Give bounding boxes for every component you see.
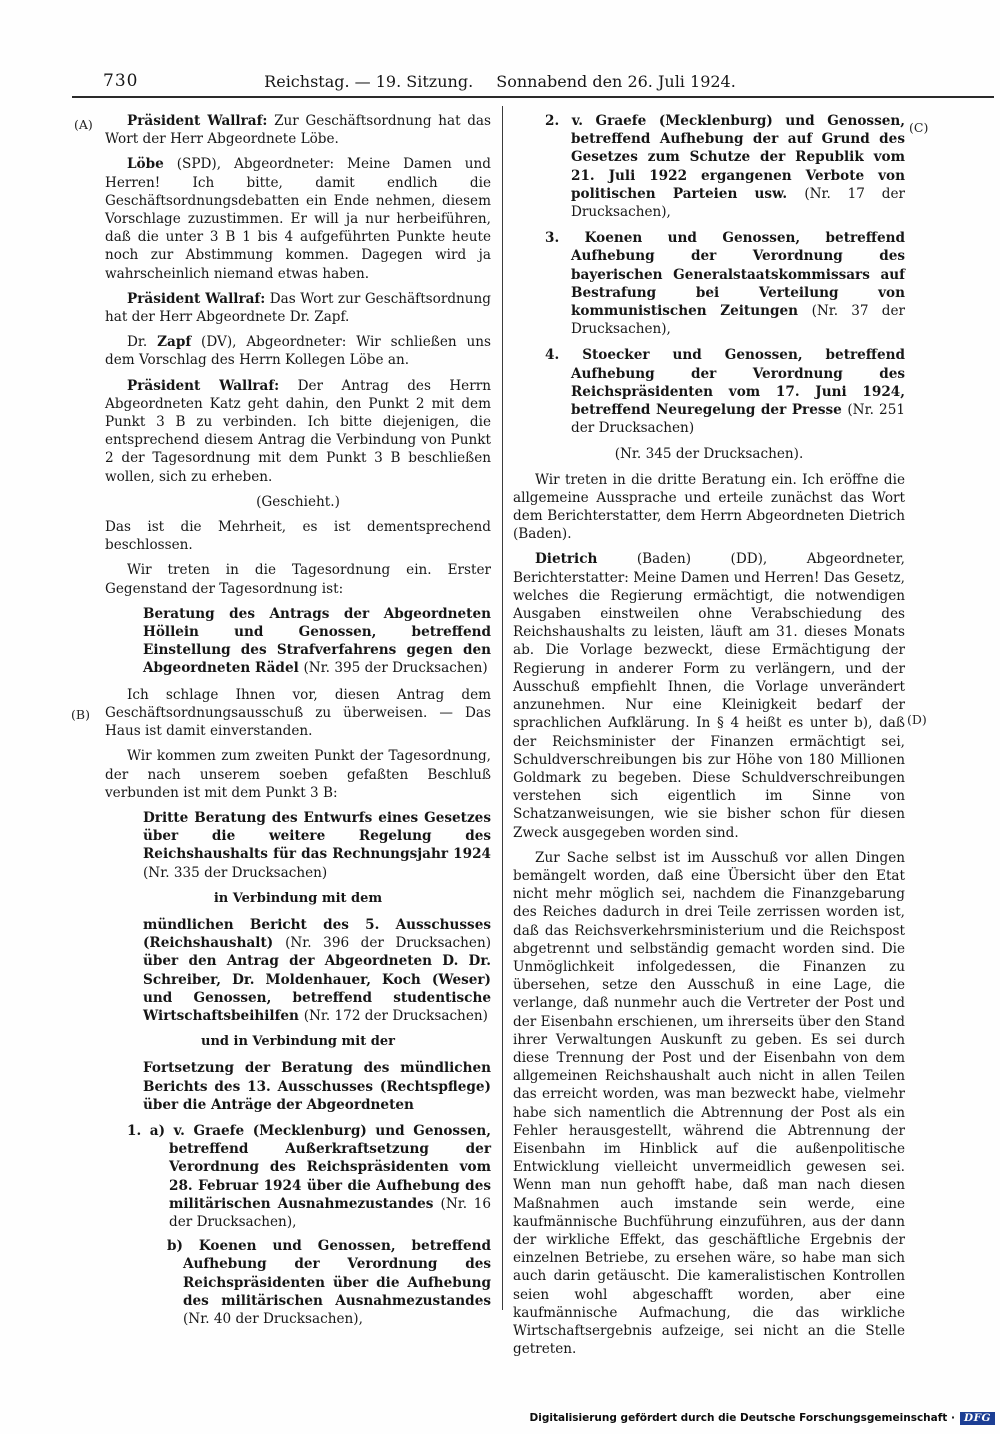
agenda-item: [143, 1059, 491, 1114]
agenda-item: [143, 605, 491, 678]
paragraph: [105, 686, 491, 741]
text-run: Der Antrag des Herrn Abgeordneten Katz geht dahin, den Punkt 2 mit dem Punkt 3 B zu verbinden. Ich bitte diejenigen, die entsprechend diesem Antrag die Verbindung von Punkt 2 der Tagesordnung mit dem Punkt 3 B beschließen wollen, sich zu erheben.: [105, 377, 491, 485]
text-run: (Geschieht.): [256, 493, 340, 510]
dfg-logo: DFG: [960, 1412, 995, 1425]
header-date: Sonnabend den 26. Juli 1924.: [496, 72, 736, 91]
margin-marker-a: (A): [74, 117, 93, 132]
bold-text-run: Zapf: [157, 334, 192, 351]
text-run: (Nr. 345 der Drucksachen).: [614, 446, 804, 463]
text-run: (Nr. 335 der Drucksachen): [143, 864, 328, 881]
text-run: Wir kommen zum zweiten Punkt der Tagesordnung, der nach unserem soeben gefaßten Beschluß verbunden ist mit dem Punkt 3 B:: [105, 748, 491, 801]
text-run: (Nr. 251 der Drucksachen): [571, 402, 905, 437]
bold-text-run: 3. Koenen und Genossen, betreffend Aufhebung der Verordnung des bayerischen Generalstaatskommissars auf Bestrafung bei Verteilung von kommunistischen Zeitungen: [545, 230, 905, 320]
agenda-connector: [105, 1033, 491, 1051]
text-run: (Nr. 17 der Drucksachen),: [571, 185, 905, 221]
paragraph-speech: [105, 333, 491, 369]
text-run: (SPD), Abgeordneter: Meine Damen und Herren! Ich bitte, damit endlich die Geschäftsordnungsdebatten ein Ende nehmen, diesem Vorschlage zuzustimmen. Er will ja nur herbeiführen, daß die unter 3 B 1 bis 4 aufgeführten Punkte heute noch zur Abstimmung kommen. Dagegen wird ja wahrscheinlich niemand etwas haben.: [105, 156, 491, 282]
footer-credit-bar: [530, 1409, 995, 1427]
bold-text-run: 1. a) v. Graefe (Mecklenburg) und Genossen, betreffend Außerkraftsetzung der Verordnung des Reichspräsidenten vom 28. Februar 1924 über die Aufhebung des militärischen Ausnahmezustandes: [127, 1122, 491, 1212]
bold-text-run: Dietrich: [535, 551, 598, 568]
bold-text-run: Beratung des Antrags der Abgeordneten Höllein und Genossen, betreffend Einstellung des Strafverfahrens gegen den Abgeordneten Rädel: [143, 605, 491, 677]
left-column: [105, 112, 491, 1334]
agenda-connector: [105, 890, 491, 908]
paragraph: [105, 518, 491, 554]
stage-direction: [105, 493, 491, 511]
agenda-list-item: [513, 112, 905, 221]
agenda-list-item: [105, 1122, 491, 1231]
page-number: 730: [103, 71, 139, 91]
margin-marker-c: (C): [909, 120, 929, 135]
paragraph-president: [105, 112, 491, 148]
bold-text-run: 4. Stoecker und Genossen, betreffend Aufhebung der Verordnung des Reichspräsidenten vom 17. Juni 1924, betreffend Neuregelung der Presse: [545, 347, 905, 419]
header-rule: [72, 96, 994, 98]
paragraph-president: [105, 290, 491, 326]
bold-text-run: 2. v. Graefe (Mecklenburg) und Genossen, betreffend Aufhebung der auf Grund des Gesetzes zum Schutze der Republik vom 21. Juli 1922 ergangenen Verbote von politischen Parteien usw.: [545, 113, 905, 202]
text-run: (Nr. 396 der Drucksachen): [285, 935, 491, 952]
text-run: (Nr. 172 der Drucksachen): [303, 1007, 488, 1024]
bold-text-run: b) Koenen und Genossen, betreffend Aufhebung der Verordnung des Reichspräsidenten über die Aufhebung des militärischen Ausnahmezustandes: [167, 1238, 491, 1309]
text-run: (Nr. 395 der Drucksachen): [303, 660, 488, 677]
agenda-list-item: [513, 346, 905, 437]
agenda-list-item: [513, 229, 905, 338]
document-ref: [513, 445, 905, 463]
paragraph: [513, 471, 905, 544]
text-run: (Nr. 37 der Drucksachen),: [571, 303, 905, 338]
paragraph: [105, 561, 491, 597]
paragraph-speech: [513, 550, 905, 841]
bold-text-run: Präsident Wallraf:: [127, 290, 266, 307]
text-run: (DV), Abgeordneter: Wir schließen uns dem Vorschlag des Herrn Kollegen Löbe an.: [105, 334, 491, 369]
bold-text-run: mündlichen Bericht des 5. Ausschusses (Reichshaushalt): [143, 916, 491, 952]
margin-marker-b: (B): [71, 707, 90, 722]
bold-text-run: in Verbindung mit dem: [213, 890, 383, 906]
text-run: (Nr. 40 der Drucksachen),: [183, 1310, 363, 1327]
paragraph: [105, 747, 491, 802]
bold-text-run: Präsident Wallraf:: [127, 377, 280, 394]
paragraph-speech: [105, 155, 491, 282]
text-run: Ich schlage Ihnen vor, diesen Antrag dem Geschäftsordnungsausschuß zu überweisen. — Das Haus ist damit einverstanden.: [105, 686, 491, 740]
column-divider: [502, 106, 503, 1310]
text-run: Das Wort zur Geschäftsordnung hat der Herr Abgeordnete Dr. Zapf.: [105, 290, 491, 326]
footer-credit-text: Digitalisierung gefördert durch die Deutsche Forschungsgemeinschaft ·: [529, 1412, 955, 1424]
text-run: Wir treten in die Tagesordnung ein. Erster Gegenstand der Tagesordnung ist:: [105, 562, 491, 597]
text-run: Zur Geschäftsordnung hat das Wort der Herr Abgeordnete Löbe.: [105, 113, 491, 148]
bold-text-run: über den Antrag der Abgeordneten D. Dr. Schreiber, Dr. Moldenhauer, Koch (Weser) und Genossen, betreffend studentische Wirtschaftsbeihilfen: [143, 953, 491, 1024]
agenda-item: [143, 916, 491, 1025]
bold-text-run: Präsident Wallraf:: [127, 113, 268, 129]
bold-text-run: und in Verbindung mit der: [201, 1034, 395, 1050]
text-run: Das ist die Mehrheit, es ist dementsprechend beschlossen.: [105, 519, 491, 554]
text-run: Zur Sache selbst ist im Ausschuß vor allen Dingen bemängelt worden, daß eine Übersicht über den Etat nicht mehr möglich sei, nachdem die Finanzgebarung des Reiches dadurch in drei Teile zerrissen worden ist, daß das Reichsverkehrsministerium und die Reichspost abgetrennt und selbständig gemacht worden sind. Die Unmöglichkeit infolgedessen, die Finanzen zu übersehen, setze den Ausschuß in eine Lage, die verlange, daß nunmehr auch die Vertreter der Post und der Eisenbahn erschienen, um ihrerseits über den Stand ihrer Verwaltungen Auskunft zu geben. Es sei durch diese Trennung der Post und der Eisenbahn von dem allgemeinen Reichshaushalt auch nicht in allen Teilen das erreicht worden, was man bezweckt habe, vielmehr habe sich namentlich die Abtrennung der Post als ein Fehler herausgestellt, während die Abtrennung der Eisenbahn im Hinblick auf die außenpolitische Entwicklung vielleicht unvermeidlich gewesen sei. Wenn man nun gehofft habe, daß man nach diesen Maßnahmen auch imstande sein werde, eine kaufmännische Buchführung einzuführen, aus der dann der wirkliche Effekt, das geschäftliche Ergebnis der einzelnen Betriebe, zu ersehen wäre, so habe man sich auch darin getäuscht. Die kameralistischen Kontrollen seien wohl abgeschafft worden, aber eine kaufmännische Aufmachung, die das wirkliche Wirtschaftsergebnis aufzeige, sei nicht an die Stelle getreten.: [513, 849, 905, 1358]
header-session-title: Reichstag. — 19. Sitzung.: [264, 72, 474, 91]
paragraph-president: [105, 377, 491, 486]
margin-marker-d: (D): [907, 712, 927, 727]
page-header: [180, 72, 820, 91]
text-run: Dr.: [127, 334, 158, 351]
bold-text-run: Fortsetzung der Beratung des mündlichen Berichts des 13. Ausschusses (Rechtspflege) über die Anträge der Abgeordneten: [143, 1060, 491, 1113]
text-run: (Baden) (DD), Abgeordneter, Berichterstatter: Meine Damen und Herren! Das Gesetz, welches die Regierung ermächtigt, die notwendigen Ausgaben einstweilen ohne Verabschiedung des Reichshaushalts zu leisten, läuft am 31. dieses Monats ab. Die Vorlage bezweckt, diese Ermächtigung der Regierung in anderer Form zu verlängern, und der Ausschuß empfiehlt Ihnen, die Vorlage unverändert anzunehmen. Nur eine Kleinigkeit bedarf der sprachlichen Aufklärung. In § 4 heißt es unter b), daß der Reichsminister der Finanzen ermächtigt sei, Schuldverschreibungen bis zur Höhe von 180 Millionen Goldmark zu begeben. Diese Schuldverschreibungen verstehen sich eigentlich im Sinne von Schatzanweisungen, wie sie bisher schon für diesen Zweck ausgegeben worden sind.: [513, 551, 905, 841]
text-run: Wir treten in die dritte Beratung ein. Ich eröffne die allgemeine Aussprache und erteile zunächst das Wort dem Berichterstatter, dem Herrn Abgeordneten Dietrich (Baden).: [513, 471, 905, 543]
bold-text-run: Dritte Beratung des Entwurfs eines Gesetzes über die weitere Regelung des Reichshaushalts für das Rechnungsjahr 1924: [143, 809, 491, 863]
paragraph-speech: [513, 849, 905, 1359]
agenda-list-item: [105, 1237, 491, 1328]
text-run: (Nr. 16 der Drucksachen),: [169, 1195, 491, 1230]
agenda-item: [143, 809, 491, 882]
right-column: [513, 112, 905, 1365]
bold-text-run: Löbe: [127, 156, 164, 173]
